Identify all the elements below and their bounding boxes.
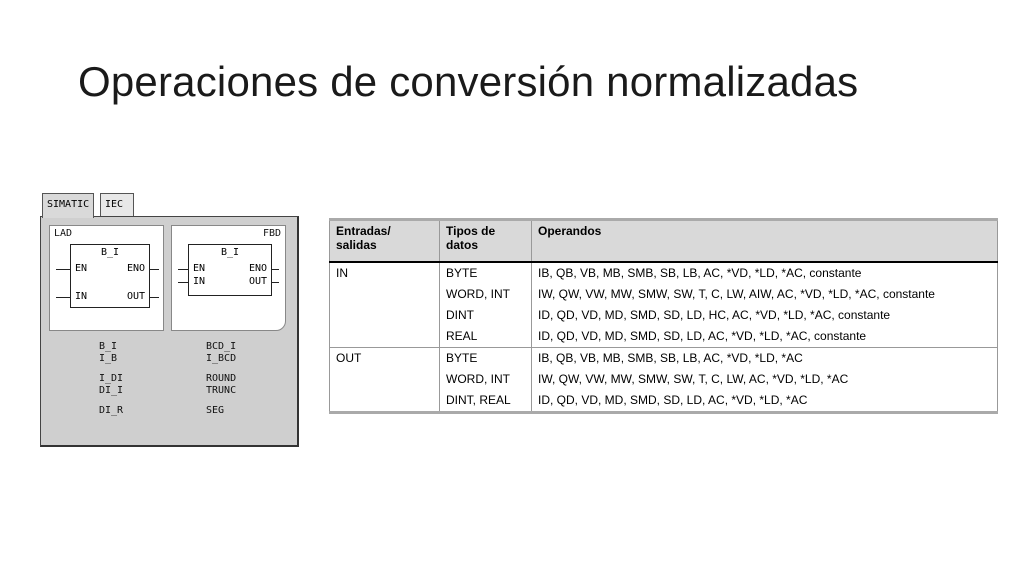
cell-operands: IB, QB, VB, MB, SMB, SB, LB, AC, *VD, *LD, *AC, constante bbox=[532, 262, 998, 284]
lad-label: LAD bbox=[54, 228, 73, 239]
table-row bbox=[330, 305, 998, 326]
table-row bbox=[330, 369, 998, 390]
lad-in-pin: IN bbox=[75, 291, 88, 302]
table-header-row bbox=[330, 220, 998, 263]
header-type: Tipos de datos bbox=[440, 220, 532, 263]
fbd-block-name: B_I bbox=[220, 247, 240, 258]
cell-type: BYTE bbox=[440, 262, 532, 284]
lad-function-block bbox=[70, 244, 150, 308]
cell-io: OUT bbox=[330, 348, 440, 370]
cell-operands: ID, QD, VD, MD, SMD, SD, LD, AC, *VD, *LD, *AC bbox=[532, 390, 998, 413]
fbd-label: FBD bbox=[262, 228, 281, 239]
fbd-out-pin: OUT bbox=[248, 276, 267, 287]
cell-operands: IW, QW, VW, MW, SMW, SW, T, C, LW, AIW, AC, *VD, *LD, *AC, constante bbox=[532, 284, 998, 305]
fbd-out-wire bbox=[271, 282, 279, 283]
cell-type: WORD, INT bbox=[440, 369, 532, 390]
fbd-eno-wire bbox=[271, 269, 279, 270]
op-item[interactable]: TRUNC bbox=[206, 385, 237, 396]
op-item[interactable]: DI_R bbox=[99, 405, 124, 416]
cell-operands: IB, QB, VB, MB, SMB, SB, LB, AC, *VD, *LD, *AC bbox=[532, 348, 998, 370]
cell-io bbox=[330, 390, 440, 413]
fbd-in-wire bbox=[178, 282, 188, 283]
lad-in-wire bbox=[56, 297, 70, 298]
cell-type: WORD, INT bbox=[440, 284, 532, 305]
op-item[interactable]: DI_I bbox=[99, 385, 124, 396]
cell-type: DINT, REAL bbox=[440, 390, 532, 413]
op-item[interactable]: BCD_I bbox=[206, 341, 237, 352]
op-item[interactable]: B_I bbox=[99, 341, 118, 352]
fbd-en-wire bbox=[178, 269, 188, 270]
cell-io bbox=[330, 369, 440, 390]
ops-right-column bbox=[206, 341, 236, 417]
fbd-en-pin: EN bbox=[193, 263, 206, 274]
table-row bbox=[330, 390, 998, 413]
lad-eno-wire bbox=[149, 269, 159, 270]
lad-eno-pin: ENO bbox=[126, 263, 145, 274]
op-item[interactable]: ROUND bbox=[206, 373, 237, 384]
cell-io: IN bbox=[330, 262, 440, 284]
cell-operands: IW, QW, VW, MW, SMW, SW, T, C, LW, AC, *VD, *LD, *AC bbox=[532, 369, 998, 390]
table-row bbox=[330, 284, 998, 305]
lad-block-name: B_I bbox=[100, 247, 120, 258]
table-row bbox=[330, 348, 998, 370]
cell-io bbox=[330, 326, 440, 348]
instruction-panel-body bbox=[40, 216, 299, 447]
lad-box bbox=[49, 225, 164, 331]
cell-operands: ID, QD, VD, MD, SMD, SD, LD, AC, *VD, *LD, *AC, constante bbox=[532, 326, 998, 348]
tab-simatic[interactable]: SIMATIC bbox=[42, 193, 94, 218]
cell-type: BYTE bbox=[440, 348, 532, 370]
operands-table bbox=[329, 218, 998, 414]
fbd-eno-pin: ENO bbox=[248, 263, 267, 274]
table-row bbox=[330, 262, 998, 284]
header-operands: Operandos bbox=[532, 220, 998, 263]
simatic-instruction-panel bbox=[40, 193, 298, 446]
lad-out-pin: OUT bbox=[126, 291, 145, 302]
op-item[interactable]: I_DI bbox=[99, 373, 124, 384]
op-item[interactable]: SEG bbox=[206, 405, 225, 416]
fbd-in-pin: IN bbox=[193, 276, 206, 287]
op-item[interactable]: I_BCD bbox=[206, 353, 237, 364]
slide-title: Operaciones de conversión normalizadas bbox=[78, 58, 859, 105]
ops-left-column bbox=[99, 341, 123, 417]
table-row bbox=[330, 326, 998, 348]
cell-operands: ID, QD, VD, MD, SMD, SD, LD, HC, AC, *VD, *LD, *AC, constante bbox=[532, 305, 998, 326]
cell-io bbox=[330, 284, 440, 305]
op-item[interactable]: I_B bbox=[99, 353, 118, 364]
header-io: Entradas/ salidas bbox=[330, 220, 440, 263]
cell-type: REAL bbox=[440, 326, 532, 348]
fbd-function-block bbox=[188, 244, 272, 296]
tab-iec-1131[interactable]: IEC bbox=[100, 193, 134, 216]
lad-en-wire bbox=[56, 269, 70, 270]
cell-io bbox=[330, 305, 440, 326]
lad-out-wire bbox=[149, 297, 159, 298]
lad-en-pin: EN bbox=[75, 263, 88, 274]
cell-type: DINT bbox=[440, 305, 532, 326]
fbd-box bbox=[171, 225, 286, 331]
